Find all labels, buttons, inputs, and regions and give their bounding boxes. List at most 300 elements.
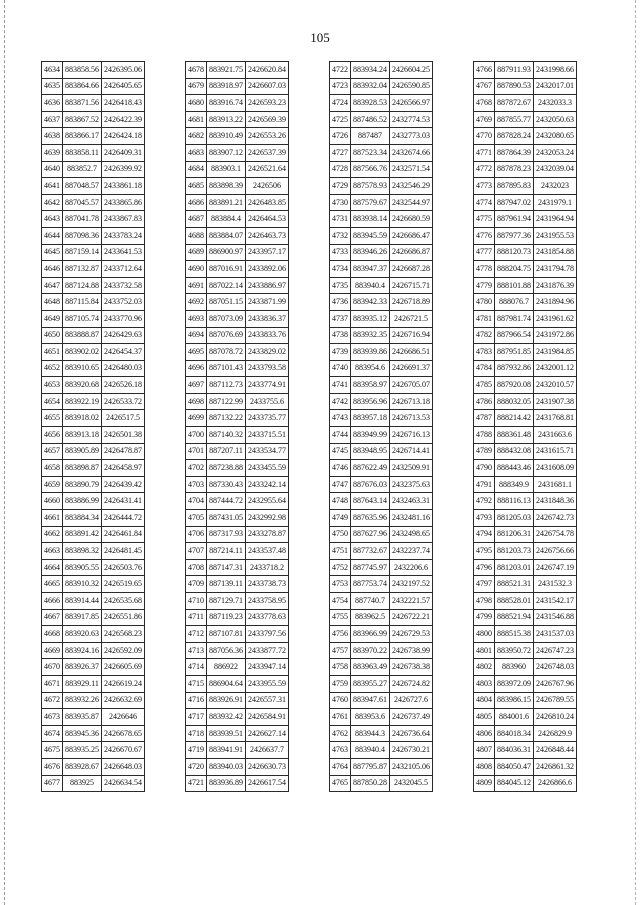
y-coordinate-cell: 2426592.09 bbox=[102, 642, 145, 659]
point-number-cell: 4740 bbox=[330, 360, 351, 377]
x-coordinate-cell: 887486.52 bbox=[351, 111, 390, 128]
y-coordinate-cell: 2426519.65 bbox=[102, 576, 145, 593]
table-row bbox=[186, 78, 289, 95]
point-number-cell: 4790 bbox=[474, 460, 495, 477]
x-coordinate-cell: 883866.17 bbox=[63, 128, 102, 145]
x-coordinate-cell: 883939.86 bbox=[351, 344, 390, 361]
x-coordinate-cell: 887119.23 bbox=[207, 609, 246, 626]
y-coordinate-cell: 2432546.29 bbox=[390, 178, 433, 195]
y-coordinate-cell: 2426605.69 bbox=[102, 659, 145, 676]
y-coordinate-cell: 2433534.77 bbox=[246, 443, 289, 460]
y-coordinate-cell: 2432773.03 bbox=[390, 128, 433, 145]
y-coordinate-cell: 2432774.53 bbox=[390, 111, 433, 128]
x-coordinate-cell: 887048.57 bbox=[63, 178, 102, 195]
x-coordinate-cell: 887795.87 bbox=[351, 758, 390, 775]
y-coordinate-cell: 2431984.85 bbox=[534, 344, 577, 361]
y-coordinate-cell: 2426721.5 bbox=[390, 310, 433, 327]
x-coordinate-cell: 887112.73 bbox=[207, 377, 246, 394]
table-row bbox=[474, 62, 577, 79]
table-row bbox=[474, 460, 577, 477]
x-coordinate-cell: 887022.14 bbox=[207, 277, 246, 294]
table-row bbox=[474, 78, 577, 95]
y-coordinate-cell: 2426568.23 bbox=[102, 626, 145, 643]
x-coordinate-cell: 888521.94 bbox=[495, 609, 534, 626]
y-coordinate-cell: 2426551.86 bbox=[102, 609, 145, 626]
x-coordinate-cell: 883884.4 bbox=[207, 211, 246, 228]
coordinate-table-4 bbox=[473, 61, 577, 792]
table-row bbox=[330, 327, 433, 344]
point-number-cell: 4773 bbox=[474, 178, 495, 195]
x-coordinate-cell: 881206.31 bbox=[495, 526, 534, 543]
x-coordinate-cell: 883966.99 bbox=[351, 626, 390, 643]
x-coordinate-cell: 883898.87 bbox=[63, 460, 102, 477]
x-coordinate-cell: 887132.87 bbox=[63, 261, 102, 278]
point-number-cell: 4723 bbox=[330, 78, 351, 95]
table-row bbox=[474, 178, 577, 195]
x-coordinate-cell: 888432.08 bbox=[495, 443, 534, 460]
point-number-cell: 4650 bbox=[42, 327, 63, 344]
table-row bbox=[42, 725, 145, 742]
point-number-cell: 4686 bbox=[186, 194, 207, 211]
x-coordinate-cell: 887122.99 bbox=[207, 393, 246, 410]
x-coordinate-cell: 883918.02 bbox=[63, 410, 102, 427]
x-coordinate-cell: 887073.09 bbox=[207, 310, 246, 327]
y-coordinate-cell: 2426503.76 bbox=[102, 559, 145, 576]
table-row bbox=[330, 692, 433, 709]
table-row bbox=[42, 161, 145, 178]
y-coordinate-cell: 2431768.81 bbox=[534, 410, 577, 427]
x-coordinate-cell: 887124.88 bbox=[63, 277, 102, 294]
x-coordinate-cell: 883955.27 bbox=[351, 675, 390, 692]
table-row bbox=[474, 244, 577, 261]
x-coordinate-cell: 888521.31 bbox=[495, 576, 534, 593]
x-coordinate-cell: 888120.73 bbox=[495, 244, 534, 261]
table-row bbox=[330, 725, 433, 742]
table-row bbox=[474, 725, 577, 742]
point-number-cell: 4782 bbox=[474, 327, 495, 344]
table-row bbox=[330, 244, 433, 261]
x-coordinate-cell: 887890.53 bbox=[495, 78, 534, 95]
table-row bbox=[186, 128, 289, 145]
table-row bbox=[42, 510, 145, 527]
y-coordinate-cell: 2426724.82 bbox=[390, 675, 433, 692]
y-coordinate-cell: 2431608.09 bbox=[534, 460, 577, 477]
table-row bbox=[186, 410, 289, 427]
y-coordinate-cell: 2432001.12 bbox=[534, 360, 577, 377]
point-number-cell: 4710 bbox=[186, 593, 207, 610]
x-coordinate-cell: 888204.75 bbox=[495, 261, 534, 278]
y-coordinate-cell: 2426632.69 bbox=[102, 692, 145, 709]
x-coordinate-cell: 888032.05 bbox=[495, 393, 534, 410]
x-coordinate-cell: 881205.03 bbox=[495, 510, 534, 527]
table-row bbox=[42, 675, 145, 692]
x-coordinate-cell: 886904.64 bbox=[207, 675, 246, 692]
point-number-cell: 4692 bbox=[186, 294, 207, 311]
y-coordinate-cell: 2433752.03 bbox=[102, 294, 145, 311]
y-coordinate-cell: 2426533.72 bbox=[102, 393, 145, 410]
table-row bbox=[186, 360, 289, 377]
y-coordinate-cell: 2433770.96 bbox=[102, 310, 145, 327]
y-coordinate-cell: 2426742.73 bbox=[534, 510, 577, 527]
table-row bbox=[186, 211, 289, 228]
x-coordinate-cell: 883956.96 bbox=[351, 393, 390, 410]
point-number-cell: 4750 bbox=[330, 526, 351, 543]
x-coordinate-cell: 883986.15 bbox=[495, 692, 534, 709]
y-coordinate-cell: 2431848.36 bbox=[534, 493, 577, 510]
table-row bbox=[42, 244, 145, 261]
table-row bbox=[474, 144, 577, 161]
point-number-cell: 4759 bbox=[330, 675, 351, 692]
point-number-cell: 4665 bbox=[42, 576, 63, 593]
y-coordinate-cell: 2426424.18 bbox=[102, 128, 145, 145]
table-row bbox=[474, 593, 577, 610]
x-coordinate-cell: 887947.02 bbox=[495, 194, 534, 211]
table-row bbox=[474, 709, 577, 726]
y-coordinate-cell: 2433829.02 bbox=[246, 344, 289, 361]
y-coordinate-cell: 2433455.59 bbox=[246, 460, 289, 477]
x-coordinate-cell: 883942.33 bbox=[351, 294, 390, 311]
x-coordinate-cell: 883858.56 bbox=[63, 62, 102, 79]
x-coordinate-cell: 887523.34 bbox=[351, 144, 390, 161]
point-number-cell: 4787 bbox=[474, 410, 495, 427]
table-row bbox=[474, 344, 577, 361]
point-number-cell: 4661 bbox=[42, 510, 63, 527]
point-number-cell: 4716 bbox=[186, 692, 207, 709]
y-coordinate-cell: 2426718.89 bbox=[390, 294, 433, 311]
table-row bbox=[42, 327, 145, 344]
x-coordinate-cell: 888214.42 bbox=[495, 410, 534, 427]
table-row bbox=[330, 775, 433, 792]
x-coordinate-cell: 888101.88 bbox=[495, 277, 534, 294]
point-number-cell: 4781 bbox=[474, 310, 495, 327]
table-row bbox=[474, 758, 577, 775]
point-number-cell: 4735 bbox=[330, 277, 351, 294]
y-coordinate-cell: 2432955.64 bbox=[246, 493, 289, 510]
y-coordinate-cell: 2432206.6 bbox=[390, 559, 433, 576]
x-coordinate-cell: 883935.87 bbox=[63, 709, 102, 726]
table-row bbox=[186, 310, 289, 327]
y-coordinate-cell: 2426409.31 bbox=[102, 144, 145, 161]
x-coordinate-cell: 887139.11 bbox=[207, 576, 246, 593]
point-number-cell: 4742 bbox=[330, 393, 351, 410]
x-coordinate-cell: 886900.97 bbox=[207, 244, 246, 261]
x-coordinate-cell: 883963.49 bbox=[351, 659, 390, 676]
x-coordinate-cell: 883925 bbox=[63, 775, 102, 792]
y-coordinate-cell: 2426517.5 bbox=[102, 410, 145, 427]
x-coordinate-cell: 887238.88 bbox=[207, 460, 246, 477]
table-row bbox=[474, 261, 577, 278]
table-row bbox=[186, 626, 289, 643]
y-coordinate-cell: 2426395.06 bbox=[102, 62, 145, 79]
table-row bbox=[474, 510, 577, 527]
table-row bbox=[330, 543, 433, 560]
table-row bbox=[42, 227, 145, 244]
y-coordinate-cell: 2432010.57 bbox=[534, 377, 577, 394]
y-coordinate-cell: 2431998.66 bbox=[534, 62, 577, 79]
y-coordinate-cell: 2426686.87 bbox=[390, 244, 433, 261]
y-coordinate-cell: 2426478.87 bbox=[102, 443, 145, 460]
y-coordinate-cell: 2426405.65 bbox=[102, 78, 145, 95]
point-number-cell: 4640 bbox=[42, 161, 63, 178]
point-number-cell: 4718 bbox=[186, 725, 207, 742]
point-number-cell: 4656 bbox=[42, 427, 63, 444]
x-coordinate-cell: 887951.85 bbox=[495, 344, 534, 361]
table-row bbox=[474, 410, 577, 427]
x-coordinate-cell: 883970.22 bbox=[351, 642, 390, 659]
y-coordinate-cell: 2431537.03 bbox=[534, 626, 577, 643]
x-coordinate-cell: 887579.67 bbox=[351, 194, 390, 211]
point-number-cell: 4697 bbox=[186, 377, 207, 394]
table-row bbox=[474, 393, 577, 410]
x-coordinate-cell: 887147.31 bbox=[207, 559, 246, 576]
y-coordinate-cell: 2426418.43 bbox=[102, 95, 145, 112]
y-coordinate-cell: 2432498.65 bbox=[390, 526, 433, 543]
point-number-cell: 4677 bbox=[42, 775, 63, 792]
table-row bbox=[330, 227, 433, 244]
x-coordinate-cell: 883960 bbox=[495, 659, 534, 676]
y-coordinate-cell: 2433947.14 bbox=[246, 659, 289, 676]
x-coordinate-cell: 883886.99 bbox=[63, 493, 102, 510]
table-row bbox=[330, 410, 433, 427]
y-coordinate-cell: 2432992.98 bbox=[246, 510, 289, 527]
point-number-cell: 4729 bbox=[330, 178, 351, 195]
point-number-cell: 4808 bbox=[474, 758, 495, 775]
table-row bbox=[186, 277, 289, 294]
y-coordinate-cell: 2426458.97 bbox=[102, 460, 145, 477]
x-coordinate-cell: 883932.35 bbox=[351, 327, 390, 344]
point-number-cell: 4764 bbox=[330, 758, 351, 775]
point-number-cell: 4696 bbox=[186, 360, 207, 377]
y-coordinate-cell: 2432509.91 bbox=[390, 460, 433, 477]
y-coordinate-cell: 2426537.39 bbox=[246, 144, 289, 161]
x-coordinate-cell: 887732.67 bbox=[351, 543, 390, 560]
x-coordinate-cell: 883957.18 bbox=[351, 410, 390, 427]
y-coordinate-cell: 2432221.57 bbox=[390, 593, 433, 610]
table-row bbox=[330, 559, 433, 576]
x-coordinate-cell: 887828.24 bbox=[495, 128, 534, 145]
x-coordinate-cell: 883920.63 bbox=[63, 626, 102, 643]
table-row bbox=[330, 261, 433, 278]
point-number-cell: 4784 bbox=[474, 360, 495, 377]
y-coordinate-cell: 2426729.53 bbox=[390, 626, 433, 643]
y-coordinate-cell: 2431681.1 bbox=[534, 476, 577, 493]
y-coordinate-cell: 2426463.73 bbox=[246, 227, 289, 244]
y-coordinate-cell: 2426738.99 bbox=[390, 642, 433, 659]
x-coordinate-cell: 888361.48 bbox=[495, 427, 534, 444]
point-number-cell: 4672 bbox=[42, 692, 63, 709]
x-coordinate-cell: 887140.32 bbox=[207, 427, 246, 444]
y-coordinate-cell: 2426716.13 bbox=[390, 427, 433, 444]
y-coordinate-cell: 2433861.18 bbox=[102, 178, 145, 195]
x-coordinate-cell: 887214.11 bbox=[207, 543, 246, 560]
point-number-cell: 4685 bbox=[186, 178, 207, 195]
table-row bbox=[42, 310, 145, 327]
y-coordinate-cell: 2433732.58 bbox=[102, 277, 145, 294]
x-coordinate-cell: 887643.14 bbox=[351, 493, 390, 510]
x-coordinate-cell: 887207.11 bbox=[207, 443, 246, 460]
point-number-cell: 4805 bbox=[474, 709, 495, 726]
x-coordinate-cell: 887317.93 bbox=[207, 526, 246, 543]
x-coordinate-cell: 887101.43 bbox=[207, 360, 246, 377]
table-row bbox=[42, 62, 145, 79]
coordinate-table-1 bbox=[41, 61, 145, 792]
point-number-cell: 4637 bbox=[42, 111, 63, 128]
x-coordinate-cell: 883916.74 bbox=[207, 95, 246, 112]
x-coordinate-cell: 887487 bbox=[351, 128, 390, 145]
point-number-cell: 4688 bbox=[186, 227, 207, 244]
y-coordinate-cell: 2426617.54 bbox=[246, 775, 289, 792]
point-number-cell: 4664 bbox=[42, 559, 63, 576]
table-row bbox=[330, 277, 433, 294]
x-coordinate-cell: 888076.7 bbox=[495, 294, 534, 311]
table-row bbox=[42, 443, 145, 460]
point-number-cell: 4757 bbox=[330, 642, 351, 659]
x-coordinate-cell: 883940.4 bbox=[351, 277, 390, 294]
point-number-cell: 4635 bbox=[42, 78, 63, 95]
table-row bbox=[42, 211, 145, 228]
y-coordinate-cell: 2426789.55 bbox=[534, 692, 577, 709]
table-row bbox=[186, 559, 289, 576]
y-coordinate-cell: 2426848.44 bbox=[534, 742, 577, 759]
point-number-cell: 4658 bbox=[42, 460, 63, 477]
table-row bbox=[474, 742, 577, 759]
table-row bbox=[186, 178, 289, 195]
y-coordinate-cell: 2426646 bbox=[102, 709, 145, 726]
x-coordinate-cell: 883905.55 bbox=[63, 559, 102, 576]
x-coordinate-cell: 883932.04 bbox=[351, 78, 390, 95]
x-coordinate-cell: 884018.34 bbox=[495, 725, 534, 742]
point-number-cell: 4671 bbox=[42, 675, 63, 692]
table-row bbox=[42, 460, 145, 477]
x-coordinate-cell: 887911.93 bbox=[495, 62, 534, 79]
table-row bbox=[186, 294, 289, 311]
y-coordinate-cell: 2432481.16 bbox=[390, 510, 433, 527]
table-row bbox=[330, 95, 433, 112]
x-coordinate-cell: 883962.5 bbox=[351, 609, 390, 626]
x-coordinate-cell: 883946.26 bbox=[351, 244, 390, 261]
point-number-cell: 4705 bbox=[186, 510, 207, 527]
x-coordinate-cell: 883884.07 bbox=[207, 227, 246, 244]
x-coordinate-cell: 883928.67 bbox=[63, 758, 102, 775]
x-coordinate-cell: 888116.13 bbox=[495, 493, 534, 510]
y-coordinate-cell: 2426829.9 bbox=[534, 725, 577, 742]
table-row bbox=[330, 427, 433, 444]
x-coordinate-cell: 883958.97 bbox=[351, 377, 390, 394]
point-number-cell: 4726 bbox=[330, 128, 351, 145]
point-number-cell: 4754 bbox=[330, 593, 351, 610]
table-row bbox=[474, 642, 577, 659]
y-coordinate-cell: 2433778.63 bbox=[246, 609, 289, 626]
y-coordinate-cell: 2426431.41 bbox=[102, 493, 145, 510]
table-row bbox=[186, 493, 289, 510]
point-number-cell: 4766 bbox=[474, 62, 495, 79]
y-coordinate-cell: 2433278.87 bbox=[246, 526, 289, 543]
table-row bbox=[330, 460, 433, 477]
point-number-cell: 4802 bbox=[474, 659, 495, 676]
table-row bbox=[186, 709, 289, 726]
point-number-cell: 4794 bbox=[474, 526, 495, 543]
point-number-cell: 4776 bbox=[474, 227, 495, 244]
point-number-cell: 4752 bbox=[330, 559, 351, 576]
table-row bbox=[474, 526, 577, 543]
table-row bbox=[474, 194, 577, 211]
x-coordinate-cell: 883888.87 bbox=[63, 327, 102, 344]
point-number-cell: 4806 bbox=[474, 725, 495, 742]
y-coordinate-cell: 2432197.52 bbox=[390, 576, 433, 593]
x-coordinate-cell: 887622.49 bbox=[351, 460, 390, 477]
y-coordinate-cell: 2426399.92 bbox=[102, 161, 145, 178]
y-coordinate-cell: 2426715.71 bbox=[390, 277, 433, 294]
point-number-cell: 4807 bbox=[474, 742, 495, 759]
y-coordinate-cell: 2426429.63 bbox=[102, 327, 145, 344]
y-coordinate-cell: 2426569.39 bbox=[246, 111, 289, 128]
table-row bbox=[186, 758, 289, 775]
point-number-cell: 4662 bbox=[42, 526, 63, 543]
point-number-cell: 4634 bbox=[42, 62, 63, 79]
y-coordinate-cell: 2426566.97 bbox=[390, 95, 433, 112]
x-coordinate-cell: 887076.69 bbox=[207, 327, 246, 344]
y-coordinate-cell: 2426526.18 bbox=[102, 377, 145, 394]
point-number-cell: 4694 bbox=[186, 327, 207, 344]
y-coordinate-cell: 2433797.56 bbox=[246, 626, 289, 643]
y-coordinate-cell: 2433892.06 bbox=[246, 261, 289, 278]
y-coordinate-cell: 2433871.99 bbox=[246, 294, 289, 311]
x-coordinate-cell: 883921.75 bbox=[207, 62, 246, 79]
y-coordinate-cell: 2433867.83 bbox=[102, 211, 145, 228]
table-row bbox=[42, 111, 145, 128]
y-coordinate-cell: 2426714.41 bbox=[390, 443, 433, 460]
point-number-cell: 4636 bbox=[42, 95, 63, 112]
x-coordinate-cell: 884050.47 bbox=[495, 758, 534, 775]
x-coordinate-cell: 883944.3 bbox=[351, 725, 390, 742]
x-coordinate-cell: 883864.66 bbox=[63, 78, 102, 95]
point-number-cell: 4728 bbox=[330, 161, 351, 178]
point-number-cell: 4772 bbox=[474, 161, 495, 178]
x-coordinate-cell: 887051.15 bbox=[207, 294, 246, 311]
table-row bbox=[186, 261, 289, 278]
point-number-cell: 4683 bbox=[186, 144, 207, 161]
x-coordinate-cell: 883913.18 bbox=[63, 427, 102, 444]
table-row bbox=[42, 427, 145, 444]
table-row bbox=[474, 675, 577, 692]
x-coordinate-cell: 883914.44 bbox=[63, 593, 102, 610]
table-row bbox=[474, 128, 577, 145]
point-number-cell: 4643 bbox=[42, 211, 63, 228]
y-coordinate-cell: 2426716.94 bbox=[390, 327, 433, 344]
table-row bbox=[42, 742, 145, 759]
table-row bbox=[42, 526, 145, 543]
table-row bbox=[186, 62, 289, 79]
y-coordinate-cell: 2431854.88 bbox=[534, 244, 577, 261]
point-number-cell: 4774 bbox=[474, 194, 495, 211]
y-coordinate-cell: 2431615.71 bbox=[534, 443, 577, 460]
point-number-cell: 4751 bbox=[330, 543, 351, 560]
x-coordinate-cell: 887920.08 bbox=[495, 377, 534, 394]
y-coordinate-cell: 2426687.28 bbox=[390, 261, 433, 278]
y-coordinate-cell: 2426747.19 bbox=[534, 559, 577, 576]
table-row bbox=[42, 95, 145, 112]
point-number-cell: 4713 bbox=[186, 642, 207, 659]
point-number-cell: 4699 bbox=[186, 410, 207, 427]
table-row bbox=[186, 510, 289, 527]
table-row bbox=[330, 526, 433, 543]
x-coordinate-cell: 887878.23 bbox=[495, 161, 534, 178]
table-row bbox=[330, 360, 433, 377]
y-coordinate-cell: 2431979.1 bbox=[534, 194, 577, 211]
y-coordinate-cell: 2426810.24 bbox=[534, 709, 577, 726]
table-row bbox=[186, 443, 289, 460]
table-row bbox=[330, 294, 433, 311]
